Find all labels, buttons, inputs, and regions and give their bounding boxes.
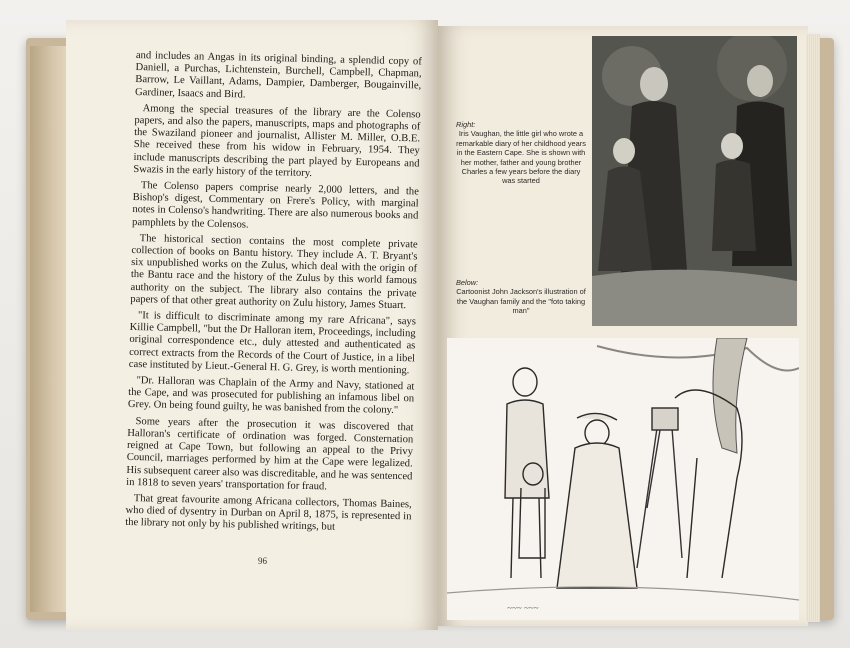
girl-face	[613, 138, 635, 164]
paragraph: The Colenso papers comprise nearly 2,000 letters, and the Bishop's digest, Commentary on Frere's Policy, with marginal notes in Colenso's handwriting. There are also numerous books and pamphlets by the Colensos.	[131, 180, 419, 231]
paragraph: and includes an Angas in its original binding, a splendid copy of Daniell, a Purchas, Lichtenstein, Burchell, Campbell, Chapman, Barrow, Le Vaillant, Adams, Dampier, Damberger, Bougainville, Gardiner, Isaacs and Bird.	[134, 50, 422, 101]
cartoon-illustration	[447, 338, 799, 620]
caption-heading: Below:	[456, 278, 479, 287]
left-page-text	[125, 50, 422, 540]
family-photograph	[592, 36, 797, 326]
cover-edge-left	[30, 46, 70, 612]
paragraph: "It is difficult to discriminate among my rare Africana", says Killie Campbell, "but the Dr Halloran item, Proceedings, including original correspondence etc., duly attested and authenticated as correct extracts from the Records of the Court of Justice, in a libel case instituted by Lieut.-General H. G. Grey, is worth mentioning.	[128, 310, 417, 377]
father-face	[747, 65, 773, 97]
caption-text: Iris Vaughan, the little girl who wrote a remarkable diary of her childhood years in the Eastern Cape. She is shown with her mother, father and young brother Charles a few years before the diary was started	[456, 129, 586, 186]
page-edges	[806, 34, 820, 622]
ground	[592, 270, 797, 326]
paragraph: "Dr. Halloran was Chaplain of the Army and Navy, stationed at the Cape, and was prosecuted for publishing an infamous libel on Grey. On being found guilty, he was banished from the colony."	[127, 375, 415, 417]
photo-caption	[456, 120, 586, 186]
mother-face	[640, 67, 668, 101]
svg-text:~~~ ~~~: ~~~ ~~~	[507, 603, 539, 613]
boy-face	[721, 133, 743, 159]
paragraph: Some years after the prosecution it was discovered that Halloran's certificate of ordination was forged. Consternation reigned at Cape Town, but following an appeal to the Privy Council, marriages performed by him at the Cape were legalized. His subsequent career also was discreditable, and he was sentenced in 1818 to seven years' transportation for fraud.	[126, 415, 414, 493]
paragraph: Among the special treasures of the library are the Colenso papers, and also the papers, manuscripts, maps and photographs of the Swaziland pioneer and journalist, Allister M. Miller, O.B.E. She received these from his widow in February, 1954. They include manuscripts describing the part played by Europeans and Swazis in the early history of the territory.	[133, 102, 421, 179]
caption-heading: Right:	[456, 120, 476, 129]
page-number: 96	[258, 556, 267, 566]
caption-text: Cartoonist John Jackson's illustration of the Vaughan family and the "foto taking man"	[456, 287, 586, 316]
cartoon-caption	[456, 278, 586, 316]
paragraph: That great favourite among Africana collectors, Thomas Baines, who died of dysentry in Durban on April 8, 1875, is represented in the library not only by his published writings, but	[125, 492, 412, 533]
boy-figure	[712, 160, 756, 251]
paragraph: The historical section contains the most complete private collection of books on Bantu history. They include A. T. Bryant's six unpublished works on the Zulus, which deal with the origin of the Bantu race and the history of the Zulus by this world famous authority on the subject. The library also contains the private papers of that other great authority on Zulu history, James Stuart.	[130, 232, 418, 312]
